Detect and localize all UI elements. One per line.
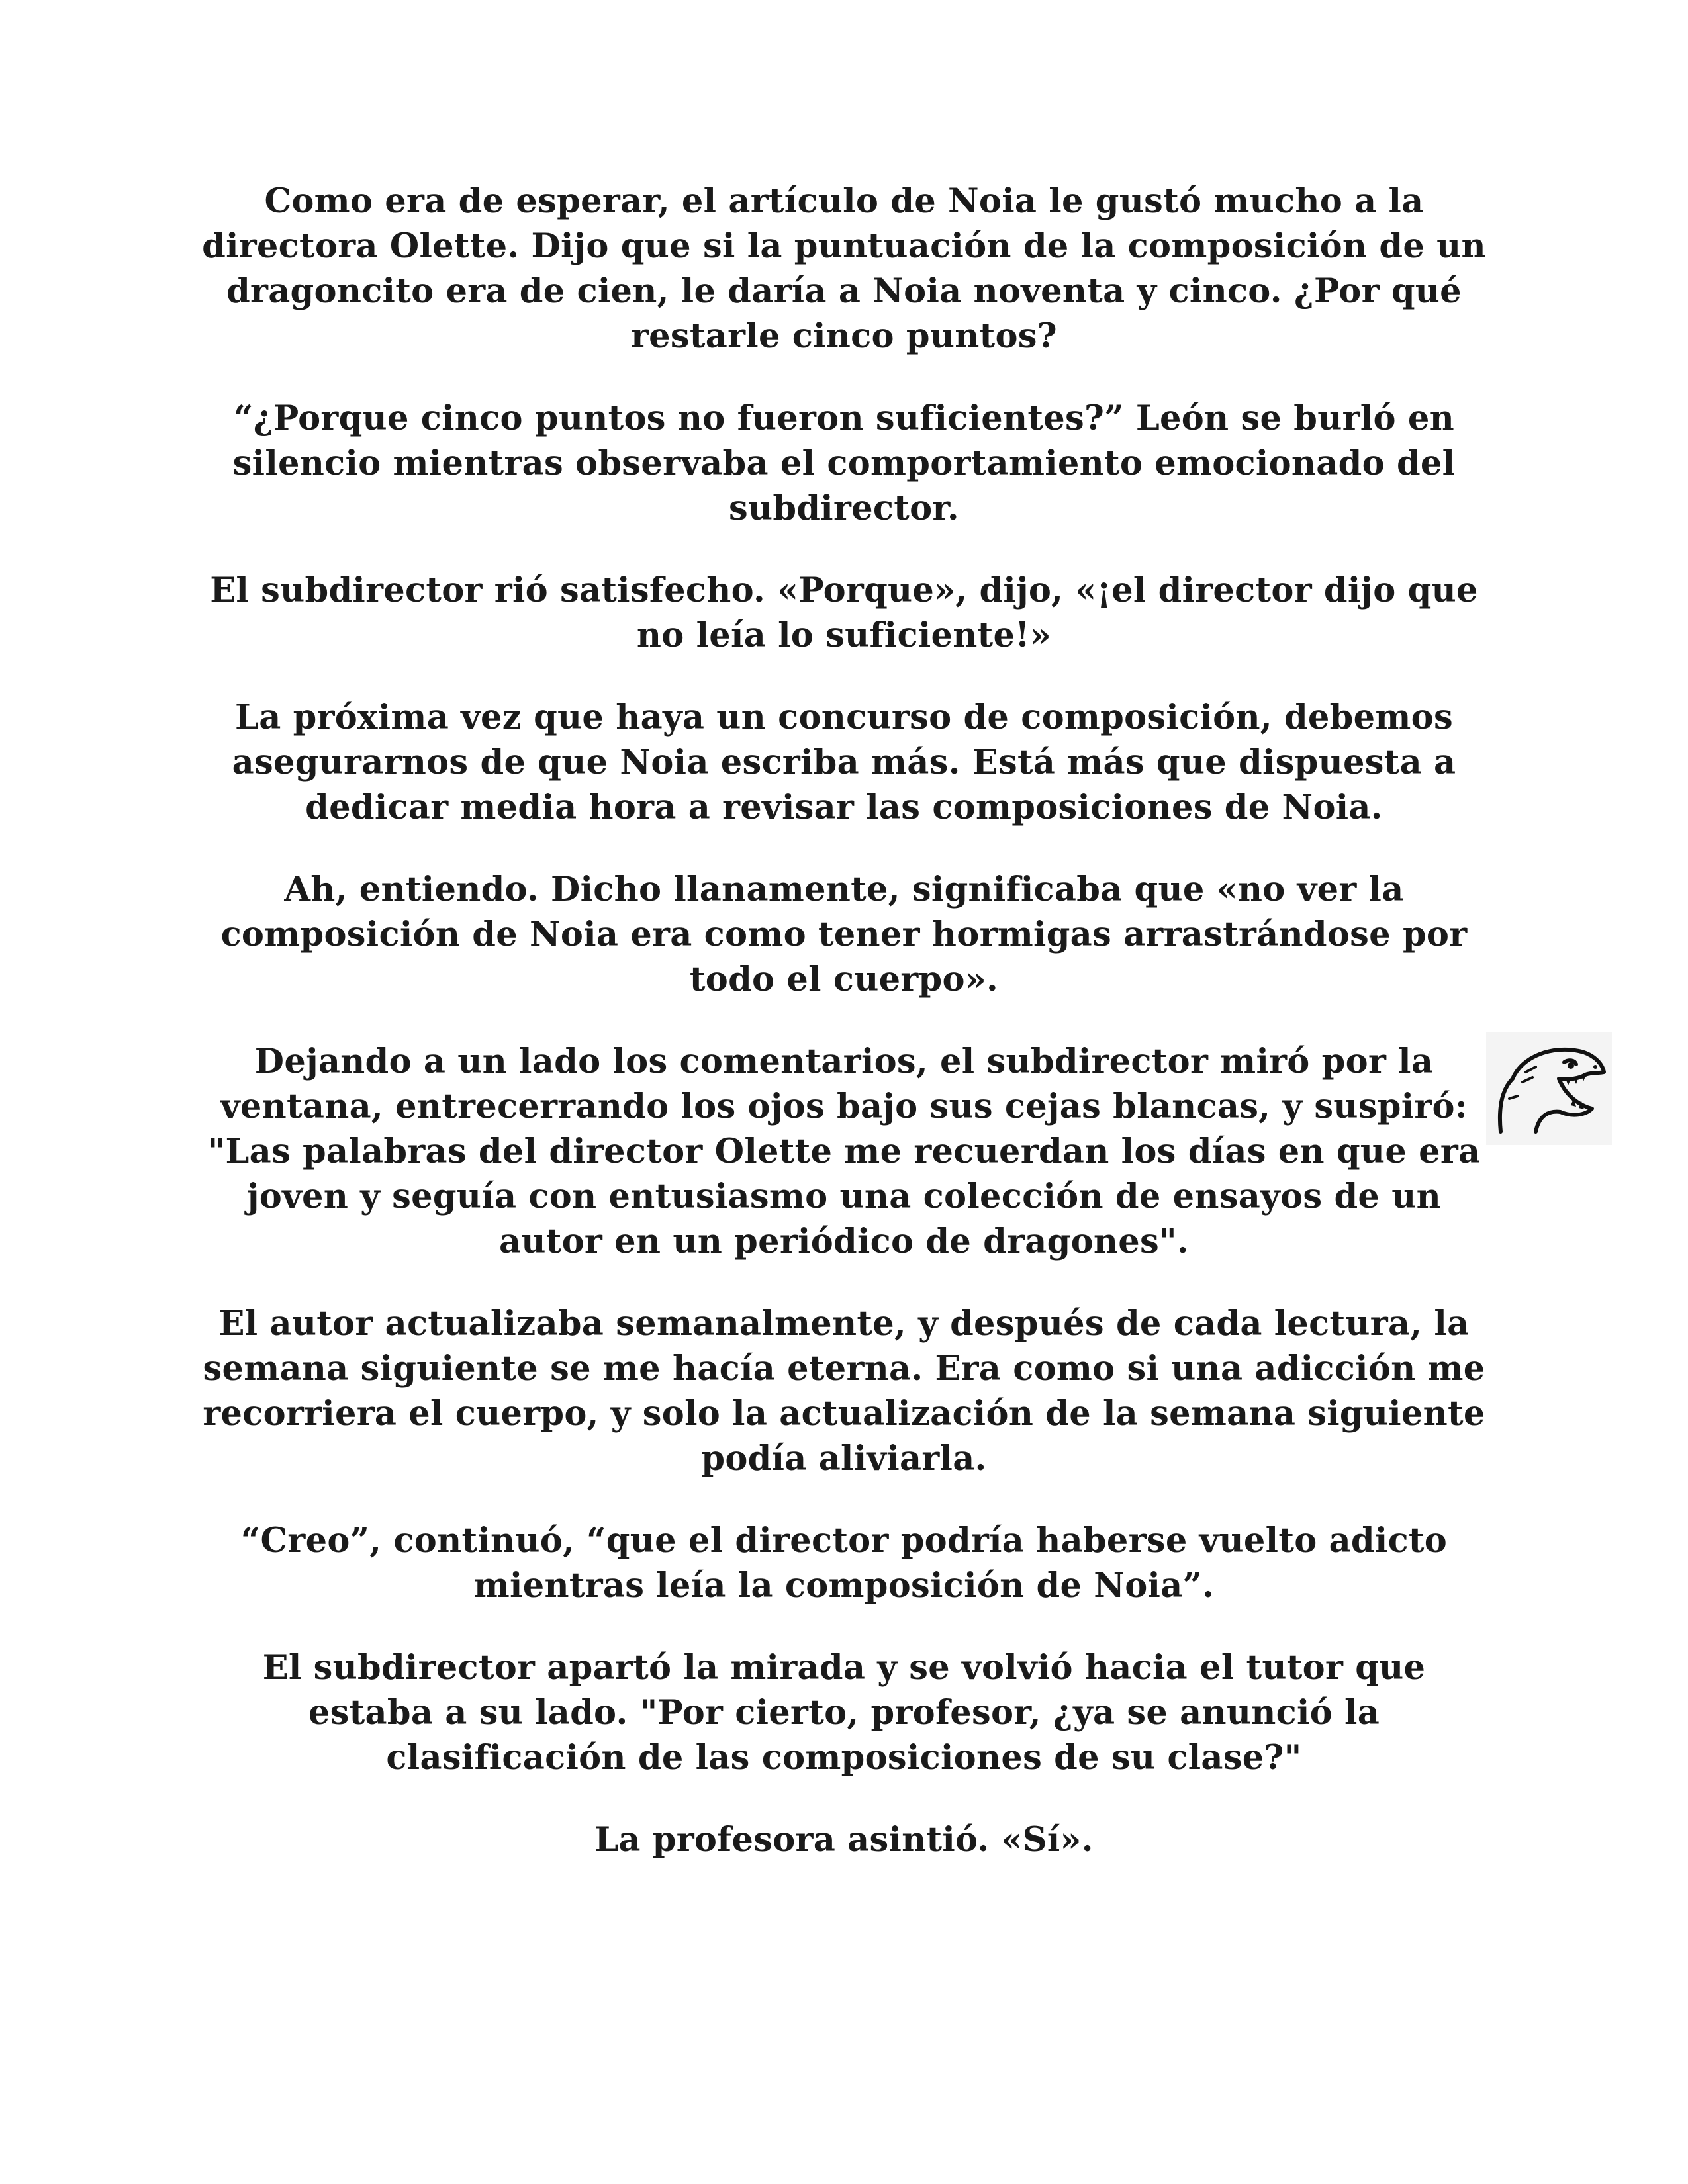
paragraph: “¿Porque cinco puntos no fueron suficientes?” León se burló en silencio mientras observaba el comportamiento emocionado del subdirector. xyxy=(232,398,1456,528)
paragraph: El subdirector apartó la mirada y se volvió hacia el tutor que estaba a su lado. "Por cierto, profesor, ¿ya se anunció la clasificación de las composiciones de su clase?" xyxy=(262,1648,1426,1778)
paragraph: El autor actualizaba semanalmente, y después de cada lectura, la semana siguiente se me hacía eterna. Era como si una adicción me recorriera el cuerpo, y solo la actualización de la semana siguiente podía aliviarla. xyxy=(203,1304,1485,1479)
document-body xyxy=(199,179,1489,1899)
paragraph: Dejando a un lado los comentarios, el subdirector miró por la ventana, entrecerrando los ojos bajo sus cejas blancas, y suspiró: "Las palabras del director Olette me recuerdan los días en que era joven y seguía con entusiasmo una colección de ensayos de un autor en un periódico de dragones". xyxy=(207,1042,1481,1261)
paragraph: La profesora asintió. «Sí». xyxy=(594,1820,1094,1860)
paragraph: El subdirector rió satisfecho. «Porque», dijo, «¡el director dijo que no leía lo suficiente!» xyxy=(210,570,1478,655)
paragraph: La próxima vez que haya un concurso de composición, debemos asegurarnos de que Noia escriba más. Está más que dispuesta a dedicar media hora a revisar las composiciones de Noia. xyxy=(232,698,1456,827)
paragraph: Como era de esperar, el artículo de Noia le gustó mucho a la directora Olette. Dijo que si la puntuación de la composición de un dragoncito era de cien, le daría a Noia noventa y cinco. ¿Por qué restarle cinco puntos? xyxy=(202,181,1486,356)
paragraph: “Creo”, continuó, “que el director podría haberse vuelto adicto mientras leía la composición de Noia”. xyxy=(240,1521,1448,1606)
dinosaur-head-icon xyxy=(1486,1032,1612,1145)
paragraph: Ah, entiendo. Dicho llanamente, significaba que «no ver la composición de Noia era como tener hormigas arrastrándose por todo el cuerpo». xyxy=(220,870,1468,999)
